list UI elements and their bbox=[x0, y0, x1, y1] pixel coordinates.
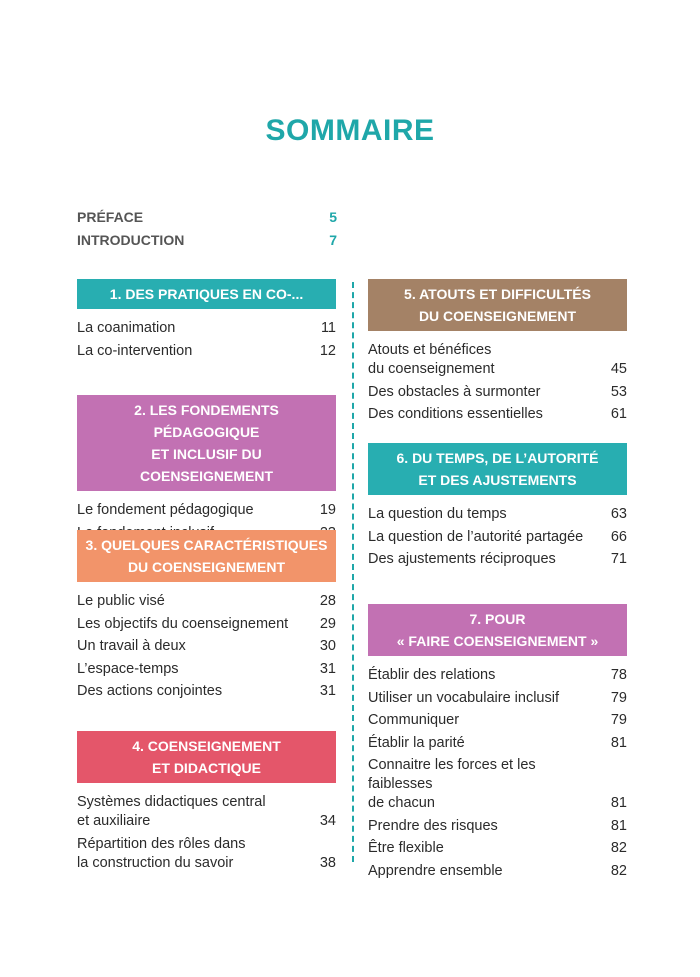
toc-entry-label: Utiliser un vocabulaire inclusif bbox=[368, 689, 559, 706]
section-entries bbox=[368, 341, 627, 424]
toc-entry-page: 81 bbox=[610, 817, 627, 834]
toc-entry-page: 82 bbox=[610, 840, 627, 856]
toc-entry-label: de chacun bbox=[368, 795, 435, 811]
toc-entry-page: 53 bbox=[610, 383, 627, 400]
toc-entry[interactable] bbox=[368, 817, 627, 836]
toc-section bbox=[368, 604, 627, 884]
section-header[interactable] bbox=[368, 604, 627, 656]
toc-entry[interactable] bbox=[368, 383, 627, 402]
toc-entry-label: La question de l’autorité partagée bbox=[368, 528, 584, 545]
toc-entry-label: La coanimation bbox=[77, 320, 176, 336]
toc-entry[interactable] bbox=[368, 405, 627, 424]
toc-entry[interactable] bbox=[368, 528, 627, 547]
toc-entry-page: 12 bbox=[319, 342, 336, 359]
toc-entry-page: 79 bbox=[610, 712, 627, 728]
toc-entry-page: 82 bbox=[610, 862, 627, 879]
column-divider bbox=[352, 282, 354, 862]
toc-section bbox=[77, 279, 336, 364]
toc-entry-label: Le fondement pédagogique bbox=[77, 502, 254, 518]
section-header[interactable] bbox=[368, 279, 627, 331]
front-matter-page: 7 bbox=[329, 232, 337, 248]
section-header[interactable] bbox=[77, 279, 336, 309]
toc-entry-label: Des conditions essentielles bbox=[368, 406, 543, 422]
toc-entry[interactable] bbox=[368, 505, 627, 524]
toc-entry-page: 79 bbox=[610, 689, 627, 706]
section-entries bbox=[77, 319, 336, 361]
front-matter-page: 5 bbox=[329, 209, 337, 225]
toc-entry[interactable] bbox=[368, 550, 627, 569]
toc-entry[interactable] bbox=[77, 501, 336, 520]
toc-entry[interactable] bbox=[77, 835, 336, 873]
toc-entry[interactable] bbox=[77, 319, 336, 338]
section-entries bbox=[77, 793, 336, 873]
toc-section bbox=[368, 279, 627, 428]
section-entries bbox=[368, 666, 627, 881]
toc-entry[interactable] bbox=[77, 637, 336, 656]
toc-entry-page: 71 bbox=[610, 551, 627, 567]
toc-entry[interactable] bbox=[368, 862, 627, 881]
toc-entry-page: 38 bbox=[319, 854, 336, 871]
section-title-line: DU COENSEIGNEMENT bbox=[127, 559, 286, 575]
toc-entry[interactable] bbox=[77, 793, 336, 831]
page-title: SOMMAIRE bbox=[265, 114, 435, 147]
front-matter-label: INTRODUCTION bbox=[77, 232, 185, 248]
toc-entry-label: Être flexible bbox=[368, 840, 444, 856]
section-title-line: « FAIRE COENSEIGNEMENT » bbox=[396, 633, 599, 649]
toc-entry-label: et auxiliaire bbox=[77, 813, 151, 829]
toc-entry-label: du coenseignement bbox=[368, 361, 495, 377]
toc-entry-page: 45 bbox=[610, 361, 627, 377]
toc-entry-page: 31 bbox=[319, 660, 336, 677]
toc-entry-label: Les objectifs du coenseignement bbox=[77, 615, 289, 632]
toc-entry-label: Apprendre ensemble bbox=[368, 862, 503, 879]
section-title-line: 2. LES FONDEMENTS PÉDAGOGIQUE bbox=[134, 402, 279, 440]
toc-entry-page: 61 bbox=[610, 406, 627, 422]
section-entries bbox=[77, 592, 336, 701]
section-entries bbox=[368, 505, 627, 569]
toc-entry-label: Prendre des risques bbox=[368, 817, 498, 834]
toc-entry[interactable] bbox=[368, 711, 627, 730]
toc-entry-page: 30 bbox=[319, 638, 336, 654]
toc-entry-label: La co-intervention bbox=[77, 342, 193, 359]
section-title-line: 6. DU TEMPS, DE L’AUTORITÉ bbox=[396, 450, 599, 466]
toc-entry-page: 34 bbox=[319, 813, 336, 829]
toc-entry-page: 66 bbox=[610, 528, 627, 545]
toc-entry[interactable] bbox=[368, 839, 627, 858]
toc-section bbox=[77, 731, 336, 876]
section-title-line: 1. DES PRATIQUES EN CO-... bbox=[109, 286, 304, 302]
section-title-line: 7. POUR bbox=[469, 611, 526, 627]
toc-entry-label: Le public visé bbox=[77, 593, 165, 609]
toc-entry-label: Établir des relations bbox=[368, 667, 496, 683]
toc-entry-page: 31 bbox=[319, 683, 336, 699]
section-header[interactable] bbox=[77, 530, 336, 582]
section-header[interactable] bbox=[368, 443, 627, 495]
front-matter-item-introduction[interactable] bbox=[77, 232, 337, 248]
toc-entry-page: 78 bbox=[610, 667, 627, 683]
toc-entry-page: 19 bbox=[319, 502, 336, 518]
toc-entry-label: L’espace-temps bbox=[77, 660, 179, 677]
toc-entry[interactable] bbox=[368, 734, 627, 753]
toc-section bbox=[368, 443, 627, 573]
section-title-line: 3. QUELQUES CARACTÉRISTIQUES bbox=[85, 537, 328, 553]
toc-entry[interactable] bbox=[77, 342, 336, 361]
toc-entry-label: Répartition des rôles dans bbox=[77, 835, 246, 852]
toc-entry-label: Un travail à deux bbox=[77, 638, 186, 654]
toc-entry[interactable] bbox=[368, 756, 627, 813]
toc-entry[interactable] bbox=[77, 592, 336, 611]
toc-entry-label: Communiquer bbox=[368, 712, 460, 728]
toc-entry[interactable] bbox=[77, 660, 336, 679]
toc-entry[interactable] bbox=[77, 615, 336, 634]
toc-entry-label: Systèmes didactiques central bbox=[77, 794, 266, 810]
section-title-line: 4. COENSEIGNEMENT bbox=[132, 738, 281, 754]
section-title-line: DU COENSEIGNEMENT bbox=[418, 308, 577, 324]
section-header[interactable] bbox=[77, 731, 336, 783]
toc-entry-label: la construction du savoir bbox=[77, 854, 234, 871]
front-matter-label: PRÉFACE bbox=[77, 209, 144, 225]
toc-entry-page: 28 bbox=[319, 593, 336, 609]
toc-entry[interactable] bbox=[77, 682, 336, 701]
section-title-line: 5. ATOUTS ET DIFFICULTÉS bbox=[404, 286, 591, 302]
section-title-line: ET INCLUSIF DU COENSEIGNEMENT bbox=[139, 446, 273, 484]
toc-entry-label: La question du temps bbox=[368, 506, 507, 522]
section-header[interactable] bbox=[77, 395, 336, 491]
toc-entry[interactable] bbox=[368, 689, 627, 708]
toc-entry-label: Atouts et bénéfices bbox=[368, 342, 492, 358]
toc-entry-label: Des obstacles à surmonter bbox=[368, 383, 541, 400]
section-title-line: ET DIDACTIQUE bbox=[152, 760, 261, 776]
toc-entry[interactable] bbox=[368, 341, 627, 379]
toc-entry-page: 29 bbox=[319, 615, 336, 632]
toc-entry-page: 63 bbox=[610, 506, 627, 522]
toc-section bbox=[77, 530, 336, 705]
toc-entry-page: 11 bbox=[320, 320, 336, 336]
toc-entry-label: Connaitre les forces et les faiblesses bbox=[368, 757, 536, 792]
toc-entry[interactable] bbox=[368, 666, 627, 685]
toc-entry-label: Établir la parité bbox=[368, 734, 465, 751]
toc-section bbox=[77, 395, 336, 546]
toc-entry-label: Des ajustements réciproques bbox=[368, 551, 556, 567]
section-title-line: ET DES AJUSTEMENTS bbox=[418, 472, 577, 488]
toc-entry-label: Des actions conjointes bbox=[77, 683, 223, 699]
toc-entry-page: 81 bbox=[610, 734, 627, 751]
toc-entry-page: 81 bbox=[610, 795, 627, 811]
front-matter-item-preface[interactable] bbox=[77, 209, 337, 225]
